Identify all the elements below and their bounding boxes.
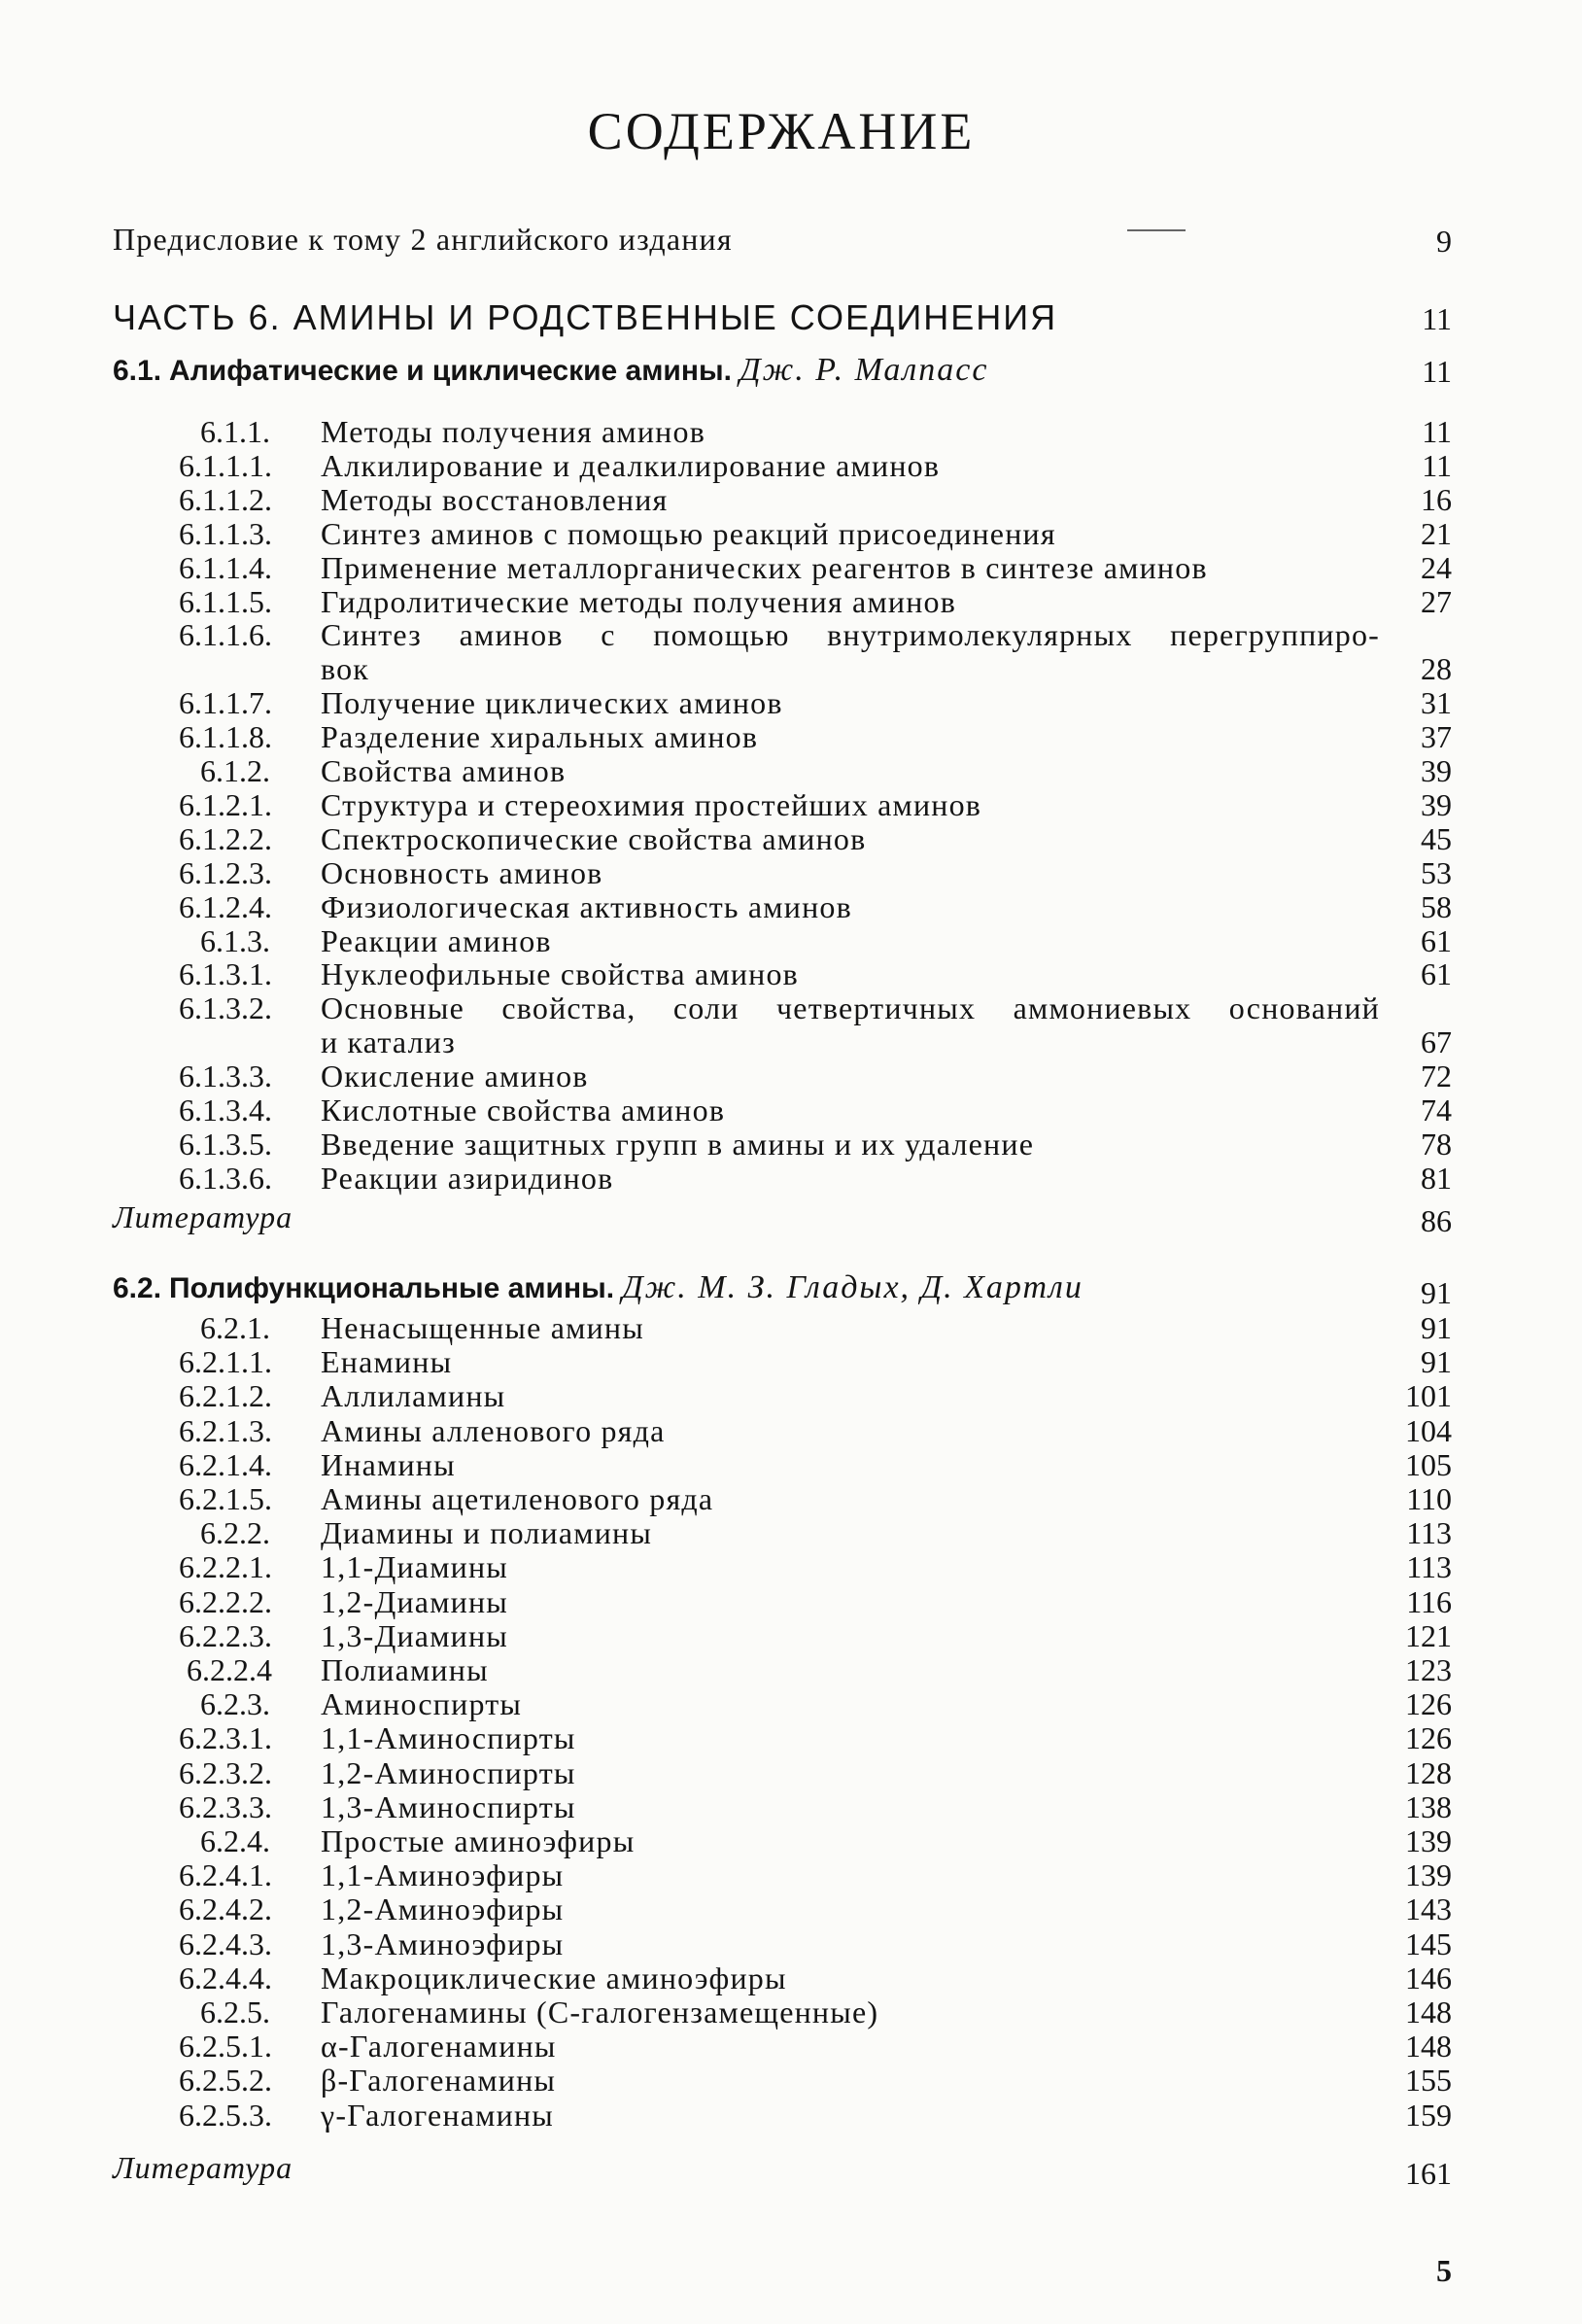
- entry-number: 6.1.2.3.: [179, 854, 272, 890]
- entry-title: Аминоспирты: [321, 1686, 523, 1722]
- entry-title: Основные свойства, соли четвертичных аммониевых оснований: [321, 990, 1380, 1026]
- entry-number: 6.2.3.3.: [179, 1788, 272, 1824]
- entry-number: 6.1.2.: [200, 753, 270, 788]
- entry-page: 143: [1405, 1891, 1452, 1927]
- entry-page: 121: [1405, 1617, 1452, 1653]
- chapter-number: 6.1.: [113, 355, 162, 387]
- entry-page: 78: [1421, 1126, 1452, 1162]
- entry-number: 6.1.2.2.: [179, 820, 272, 856]
- part-page: 11: [1422, 301, 1452, 336]
- preface-page: 9: [1436, 224, 1452, 259]
- toc-entry: [0, 1993, 1582, 2031]
- entry-number: 6.2.5.: [200, 1994, 270, 2029]
- entry-number: 6.2.3.1.: [179, 1720, 272, 1756]
- entry-title: 1,1-Диамины: [321, 1549, 509, 1585]
- toc-entry: [0, 1718, 1582, 1757]
- entry-title: Структура и стереохимия простейших аминов: [321, 786, 982, 822]
- toc-entry: [0, 1959, 1582, 1997]
- entry-page: 27: [1421, 583, 1452, 619]
- entry-title: Нуклеофильные свойства аминов: [321, 956, 799, 992]
- entry-number: 6.2.3.2.: [179, 1754, 272, 1790]
- entry-page: 138: [1405, 1788, 1452, 1824]
- entry-title: Макроциклические аминоэфиры: [321, 1960, 787, 1995]
- toc-entry: [0, 2096, 1582, 2134]
- entry-title: γ-Галогенамины: [321, 2097, 554, 2133]
- chapter-title: Полифункциональные амины.: [169, 1272, 615, 1304]
- entry-number: 6.1.1.: [200, 414, 270, 449]
- entry-number: 6.2.4.2.: [179, 1891, 272, 1927]
- entry-page: 11: [1422, 447, 1452, 483]
- entry-title: 1,1-Аминоэфиры: [321, 1857, 565, 1893]
- chapter-number: 6.2.: [113, 1272, 162, 1304]
- entry-page: 37: [1421, 719, 1452, 755]
- entry-page: 39: [1421, 753, 1452, 788]
- entry-title: Кислотные свойства аминов: [321, 1093, 726, 1127]
- preface-title: Предисловие к тому 2 английского издания: [113, 222, 733, 257]
- entry-number: 6.2.5.2.: [179, 2063, 272, 2099]
- chapter-title: Алифатические и циклические амины.: [169, 355, 732, 387]
- toc-entry: [0, 1890, 1582, 1928]
- entry-number: 6.2.4.4.: [179, 1960, 272, 1995]
- toc-entry: [0, 1445, 1582, 1484]
- entry-title: Гидролитические методы получения аминов: [321, 583, 957, 619]
- toc-entry: [0, 1547, 1582, 1586]
- entry-title: Аллиламины: [321, 1378, 506, 1414]
- entry-title: Свойства аминов: [321, 753, 567, 788]
- entry-page: 146: [1405, 1960, 1452, 1995]
- entry-page: 31: [1421, 685, 1452, 721]
- literature-label: Литература: [113, 2150, 293, 2185]
- scan-mark: [1127, 229, 1186, 231]
- entry-title: Физиологическая активность аминов: [321, 888, 852, 924]
- entry-number: 6.2.4.3.: [179, 1925, 272, 1961]
- entry-number: 6.2.1.4.: [179, 1446, 272, 1482]
- entry-title: 1,1-Аминоспирты: [321, 1720, 576, 1756]
- entry-number: 6.2.4.: [200, 1823, 270, 1858]
- entry-title: Енамины: [321, 1344, 453, 1380]
- entry-page: 61: [1421, 956, 1452, 992]
- entry-page: 128: [1405, 1754, 1452, 1790]
- entry-title: Алкилирование и деалкилирование аминов: [321, 447, 941, 483]
- entry-number: 6.2.2.4: [187, 1652, 272, 1687]
- entry-number: 6.1.2.4.: [179, 888, 272, 924]
- entry-title-continued: вок: [321, 651, 370, 687]
- entry-title: 1,2-Аминоспирты: [321, 1754, 576, 1790]
- entry-page: 91: [1421, 1344, 1452, 1380]
- entry-title: Диамины и полиамины: [321, 1515, 653, 1551]
- entry-page: 45: [1421, 820, 1452, 856]
- entry-title: α-Галогенамины: [321, 2029, 557, 2064]
- entry-number: 6.1.1.6.: [179, 617, 272, 653]
- entry-page: 21: [1421, 515, 1452, 551]
- entry-title: 1,2-Диамины: [321, 1583, 509, 1619]
- toc-entry: [0, 615, 1582, 687]
- entry-number: 6.2.4.1.: [179, 1857, 272, 1893]
- entry-title: Синтез аминов с помощью внутримолекулярных перегруппиро-: [321, 617, 1380, 653]
- entry-page: 39: [1421, 786, 1452, 822]
- entry-page: 139: [1405, 1823, 1452, 1858]
- entry-number: 6.1.1.7.: [179, 685, 272, 721]
- entry-title: Простые аминоэфиры: [321, 1823, 636, 1858]
- entry-number: 6.1.3.1.: [179, 956, 272, 992]
- chapter-heading-6-2: [113, 1269, 1083, 1306]
- entry-title: Разделение хиральных аминов: [321, 719, 759, 755]
- entry-page: 116: [1406, 1583, 1452, 1619]
- entry-title: 1,3-Диамины: [321, 1617, 509, 1653]
- entry-number: 6.1.1.5.: [179, 583, 272, 619]
- entry-number: 6.1.3.6.: [179, 1160, 272, 1196]
- toc-entry: [0, 1753, 1582, 1792]
- toc-entry: [0, 1925, 1582, 1963]
- entry-page: 104: [1405, 1412, 1452, 1448]
- entry-number: 6.1.1.4.: [179, 549, 272, 585]
- entry-title-continued: и катализ: [321, 1024, 456, 1060]
- entry-title: 1,3-Аминоэфиры: [321, 1925, 565, 1961]
- entry-title: 1,2-Аминоэфиры: [321, 1891, 565, 1927]
- entry-title: Получение циклических аминов: [321, 685, 783, 721]
- entry-page: 123: [1405, 1652, 1452, 1687]
- literature-page: 161: [1405, 2156, 1452, 2191]
- entry-page: 145: [1405, 1925, 1452, 1961]
- entry-number: 6.1.3.4.: [179, 1093, 272, 1127]
- entry-number: 6.1.1.2.: [179, 481, 272, 517]
- entry-page: 148: [1405, 1994, 1452, 2029]
- entry-page: 113: [1406, 1549, 1452, 1585]
- entry-number: 6.2.2.: [200, 1515, 270, 1551]
- entry-page: 74: [1421, 1093, 1452, 1127]
- toc-entry: [0, 1513, 1582, 1552]
- toc-entry: [0, 1684, 1582, 1723]
- entry-page: 110: [1406, 1481, 1452, 1516]
- page-title: СОДЕРЖАНИЕ: [587, 102, 976, 160]
- page-number: 5: [1436, 2253, 1452, 2288]
- entry-page: 72: [1421, 1058, 1452, 1094]
- entry-title: Введение защитных групп в амины и их удаление: [321, 1126, 1035, 1162]
- entry-title: Окисление аминов: [321, 1058, 589, 1094]
- entry-title: Полиамины: [321, 1652, 489, 1687]
- literature-label: Литература: [113, 1199, 293, 1234]
- entry-number: 6.1.3.2.: [179, 990, 272, 1026]
- chapter-page: 91: [1421, 1275, 1452, 1310]
- entry-page: 105: [1405, 1446, 1452, 1482]
- entry-page: 148: [1405, 2029, 1452, 2064]
- entry-title: Применение металлорганических реагентов в синтезе аминов: [321, 549, 1208, 585]
- chapter-author: Дж. М. З. Гладых, Д. Хартли: [622, 1269, 1083, 1305]
- entry-title: Галогенамины (С-галогензамещенные): [321, 1994, 879, 2029]
- toc-entry: [0, 1411, 1582, 1450]
- entry-number: 6.2.2.3.: [179, 1617, 272, 1653]
- entry-title: Реакции аминов: [321, 922, 552, 958]
- entry-page: 91: [1421, 1310, 1452, 1345]
- entry-page: 61: [1421, 922, 1452, 958]
- chapter-author: Дж. Р. Малпасс: [739, 352, 989, 388]
- entry-number: 6.2.2.2.: [179, 1583, 272, 1619]
- toc-entry: [0, 1582, 1582, 1621]
- entry-page: 159: [1405, 2097, 1452, 2133]
- entry-title: 1,3-Аминоспирты: [321, 1788, 576, 1824]
- literature-page: 86: [1421, 1203, 1452, 1238]
- entry-page: 139: [1405, 1857, 1452, 1893]
- entry-number: 6.1.1.8.: [179, 719, 272, 755]
- entry-number: 6.2.1.3.: [179, 1412, 272, 1448]
- entry-page: 53: [1421, 854, 1452, 890]
- entry-title: Спектроскопические свойства аминов: [321, 820, 867, 856]
- toc-entry: [0, 2061, 1582, 2099]
- entry-number: 6.1.3.3.: [179, 1058, 272, 1094]
- entry-title: Ненасыщенные амины: [321, 1310, 644, 1345]
- toc-entry: [0, 1787, 1582, 1826]
- entry-title: Амины алленового ряда: [321, 1412, 666, 1448]
- toc-entry: [0, 1821, 1582, 1860]
- entry-page: 81: [1421, 1160, 1452, 1196]
- entry-page: 101: [1405, 1378, 1452, 1414]
- toc-entry: [0, 989, 1582, 1060]
- toc-entry: [0, 1159, 1582, 1197]
- entry-title: Методы восстановления: [321, 481, 669, 517]
- toc-entry: [0, 1342, 1582, 1381]
- toc-entry: [0, 1308, 1582, 1347]
- entry-page: 28: [1421, 651, 1452, 687]
- entry-number: 6.1.1.1.: [179, 447, 272, 483]
- entry-number: 6.1.3.5.: [179, 1126, 272, 1162]
- toc-entry: [0, 1856, 1582, 1894]
- chapter-page: 11: [1422, 354, 1452, 389]
- entry-number: 6.1.3.: [200, 922, 270, 958]
- entry-number: 6.2.1.2.: [179, 1378, 272, 1414]
- entry-page: 16: [1421, 481, 1452, 517]
- entry-number: 6.2.3.: [200, 1686, 270, 1722]
- toc-entry: [0, 1376, 1582, 1415]
- toc-entry: [0, 1616, 1582, 1655]
- entry-number: 6.2.1.1.: [179, 1344, 272, 1380]
- entry-number: 6.2.1.5.: [179, 1481, 272, 1516]
- entry-number: 6.2.5.1.: [179, 2029, 272, 2064]
- entry-page: 67: [1421, 1024, 1452, 1060]
- entry-title: Реакции азиридинов: [321, 1160, 614, 1196]
- entry-title: Синтез аминов с помощью реакций присоединения: [321, 515, 1056, 551]
- toc-entry: [0, 2027, 1582, 2065]
- entry-title: Инамины: [321, 1446, 456, 1482]
- entry-page: 113: [1406, 1515, 1452, 1551]
- entry-page: 126: [1405, 1720, 1452, 1756]
- entry-title: Основность аминов: [321, 854, 603, 890]
- entry-title: Методы получения аминов: [321, 414, 706, 449]
- entry-number: 6.1.2.1.: [179, 786, 272, 822]
- entry-number: 6.1.1.3.: [179, 515, 272, 551]
- entry-number: 6.2.1.: [200, 1310, 270, 1345]
- entry-number: 6.2.2.1.: [179, 1549, 272, 1585]
- chapter-heading-6-1: [113, 352, 988, 389]
- entry-title: β-Галогенамины: [321, 2063, 557, 2099]
- toc-entry: [0, 1479, 1582, 1518]
- entry-page: 126: [1405, 1686, 1452, 1722]
- entry-page: 24: [1421, 549, 1452, 585]
- toc-entry: [0, 1650, 1582, 1689]
- entry-number: 6.2.5.3.: [179, 2097, 272, 2133]
- entry-page: 155: [1405, 2063, 1452, 2099]
- entry-page: 58: [1421, 888, 1452, 924]
- entry-page: 11: [1422, 414, 1452, 449]
- part-title: ЧАСТЬ 6. АМИНЫ И РОДСТВЕННЫЕ СОЕДИНЕНИЯ: [113, 297, 1058, 337]
- entry-title: Амины ацетиленового ряда: [321, 1481, 714, 1516]
